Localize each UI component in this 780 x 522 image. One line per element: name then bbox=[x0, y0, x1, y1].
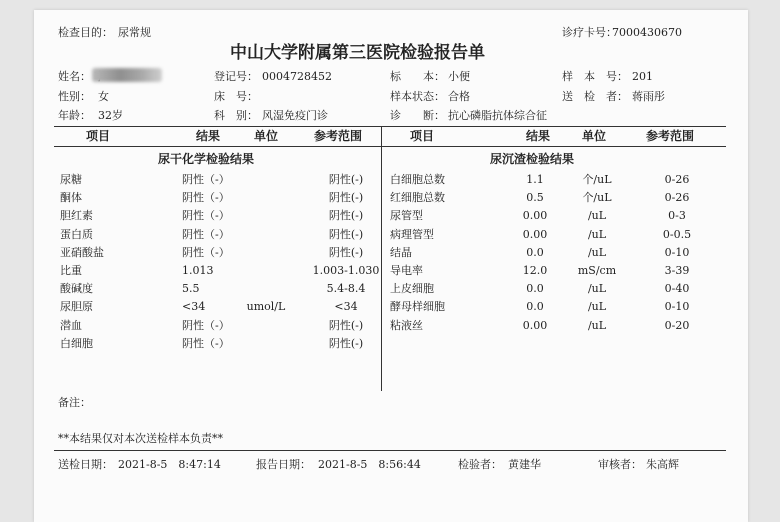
table-cell-ref: 0-0.5 bbox=[662, 228, 692, 241]
table-cell-unit: /uL bbox=[587, 209, 607, 222]
footer-top-line bbox=[54, 450, 726, 451]
sender-value: 蒋雨彤 bbox=[632, 90, 665, 103]
table-cell-result: 5.5 bbox=[182, 282, 200, 295]
table-cell-ref: 0-26 bbox=[664, 191, 690, 204]
table-cell-ref: 0-10 bbox=[664, 246, 690, 259]
table-cell-item: 白细胞总数 bbox=[390, 173, 445, 186]
table-cell-result: 1.013 bbox=[182, 264, 214, 277]
table-cell-item: 比重 bbox=[60, 264, 82, 277]
table-cell-result: 0.00 bbox=[522, 319, 548, 332]
table-cell-item: 酸碱度 bbox=[60, 282, 93, 295]
reviewer-value: 朱高辉 bbox=[646, 458, 679, 471]
table-cell-ref: 阴性(-) bbox=[328, 173, 364, 186]
col-result-left: 结果 bbox=[196, 129, 221, 143]
table-cell-ref: <34 bbox=[334, 300, 358, 313]
send-date-label: 送检日期： bbox=[58, 458, 113, 471]
table-cell-item: 导电率 bbox=[390, 264, 423, 277]
card-number: 7000430670 bbox=[612, 26, 682, 39]
age-value: 32岁 bbox=[98, 109, 123, 122]
table-cell-ref: 阴性(-) bbox=[328, 319, 364, 332]
table-cell-unit: 个/uL bbox=[582, 173, 612, 186]
table-cell-result: 阴性（-） bbox=[182, 319, 230, 332]
table-cell-item: 胆红素 bbox=[60, 209, 93, 222]
table-cell-result: 12.0 bbox=[522, 264, 548, 277]
table-cell-unit: /uL bbox=[587, 246, 607, 259]
table-cell-result: 阴性（-） bbox=[182, 209, 230, 222]
table-cell-item: 酵母样细胞 bbox=[390, 300, 445, 313]
table-cell-item: 上皮细胞 bbox=[390, 282, 434, 295]
table-cell-ref: 0-20 bbox=[664, 319, 690, 332]
table-cell-item: 亚硝酸盐 bbox=[60, 246, 104, 259]
table-cell-result: <34 bbox=[182, 300, 206, 313]
remarks-label: 备注： bbox=[58, 396, 91, 409]
table-cell-result: 阴性（-） bbox=[182, 228, 230, 241]
tester-value: 黄建华 bbox=[508, 458, 541, 471]
disclaimer: **本结果仅对本次送检样本负责** bbox=[58, 432, 223, 445]
table-cell-item: 尿管型 bbox=[390, 209, 423, 222]
table-cell-result: 0.5 bbox=[526, 191, 544, 204]
reviewer-label: 审核者： bbox=[598, 458, 642, 471]
right-section-title: 尿沉渣检验结果 bbox=[490, 152, 575, 166]
table-cell-unit: /uL bbox=[587, 282, 607, 295]
table-cell-item: 蛋白质 bbox=[60, 228, 93, 241]
table-cell-ref: 阴性(-) bbox=[328, 246, 364, 259]
table-cell-ref: 0-10 bbox=[664, 300, 690, 313]
left-section-title: 尿干化学检验结果 bbox=[158, 152, 255, 166]
status-value: 合格 bbox=[448, 90, 470, 103]
table-cell-ref: 阴性(-) bbox=[328, 228, 364, 241]
purpose-label: 检查目的： bbox=[58, 26, 113, 39]
reg-number: 0004728452 bbox=[262, 70, 332, 83]
tester-label: 检验者： bbox=[458, 458, 502, 471]
purpose-value: 尿常规 bbox=[118, 26, 151, 39]
table-cell-unit: 个/uL bbox=[582, 191, 612, 204]
gender-value: 女 bbox=[98, 90, 109, 103]
send-date-value: 2021-8-5 8:47:14 bbox=[118, 458, 221, 471]
table-cell-result: 0.00 bbox=[522, 209, 548, 222]
sample-no-label: 样 本 号： bbox=[562, 70, 628, 83]
table-cell-result: 阴性（-） bbox=[182, 173, 230, 186]
table-cell-ref: 0-40 bbox=[664, 282, 690, 295]
col-item-right: 项目 bbox=[410, 129, 435, 143]
reg-label: 登记号： bbox=[214, 70, 258, 83]
table-cell-ref: 3-39 bbox=[664, 264, 690, 277]
report-date-value: 2021-8-5 8:56:44 bbox=[318, 458, 421, 471]
gender-label: 性别： bbox=[58, 90, 91, 103]
table-cell-ref: 0-3 bbox=[668, 209, 686, 222]
table-cell-item: 红细胞总数 bbox=[390, 191, 445, 204]
dept-label: 科 别： bbox=[214, 109, 258, 122]
specimen-value: 小便 bbox=[448, 70, 470, 83]
header-bottom-line bbox=[54, 146, 726, 147]
dept-value: 风湿免疫门诊 bbox=[262, 109, 328, 122]
report-date-label: 报告日期： bbox=[256, 458, 311, 471]
table-cell-ref: 5.4-8.4 bbox=[326, 282, 366, 295]
col-item-left: 项目 bbox=[86, 129, 111, 143]
table-cell-result: 阴性（-） bbox=[182, 337, 230, 350]
table-cell-unit: /uL bbox=[587, 319, 607, 332]
status-label: 样本状态： bbox=[390, 90, 445, 103]
table-cell-item: 结晶 bbox=[390, 246, 412, 259]
diagnosis-label: 诊 断： bbox=[390, 109, 445, 122]
table-cell-ref: 0-26 bbox=[664, 173, 690, 186]
col-unit-right: 单位 bbox=[582, 129, 607, 143]
age-label: 年龄： bbox=[58, 109, 91, 122]
report-title: 中山大学附属第三医院检验报告单 bbox=[230, 43, 485, 63]
table-cell-result: 0.0 bbox=[526, 282, 544, 295]
table-cell-result: 阴性（-） bbox=[182, 191, 230, 204]
table-cell-unit: /uL bbox=[587, 228, 607, 241]
table-cell-result: 0.0 bbox=[526, 300, 544, 313]
table-cell-unit: umol/L bbox=[246, 300, 286, 313]
table-cell-item: 白细胞 bbox=[60, 337, 93, 350]
table-cell-ref: 1.003-1.030 bbox=[312, 264, 380, 277]
diagnosis-value: 抗心磷脂抗体综合征 bbox=[448, 109, 547, 122]
table-cell-item: 尿胆原 bbox=[60, 300, 93, 313]
col-ref-right: 参考范围 bbox=[646, 129, 695, 143]
table-cell-item: 潜血 bbox=[60, 319, 82, 332]
table-cell-item: 尿糖 bbox=[60, 173, 82, 186]
table-cell-item: 病理管型 bbox=[390, 228, 434, 241]
table-cell-ref: 阴性(-) bbox=[328, 337, 364, 350]
sender-label: 送 检 者： bbox=[562, 90, 628, 103]
card-label: 诊疗卡号： bbox=[562, 26, 617, 39]
table-cell-item: 粘液丝 bbox=[390, 319, 423, 332]
table-cell-result: 阴性（-） bbox=[182, 246, 230, 259]
bed-label: 床 号： bbox=[214, 90, 258, 103]
table-cell-result: 0.0 bbox=[526, 246, 544, 259]
col-ref-left: 参考范围 bbox=[314, 129, 363, 143]
table-cell-unit: /uL bbox=[587, 300, 607, 313]
sample-no-value: 201 bbox=[632, 70, 653, 83]
table-cell-result: 1.1 bbox=[526, 173, 544, 186]
table-cell-ref: 阴性(-) bbox=[328, 191, 364, 204]
col-unit-left: 单位 bbox=[254, 129, 279, 143]
table-cell-unit: mS/cm bbox=[577, 264, 617, 277]
table-cell-ref: 阴性(-) bbox=[328, 209, 364, 222]
name-label: 姓名： bbox=[58, 70, 91, 83]
specimen-label: 标 本： bbox=[390, 70, 445, 83]
table-cell-item: 酮体 bbox=[60, 191, 82, 204]
table-top-line bbox=[54, 126, 726, 127]
name-redaction bbox=[92, 68, 162, 82]
table-cell-result: 0.00 bbox=[522, 228, 548, 241]
col-result-right: 结果 bbox=[526, 129, 551, 143]
